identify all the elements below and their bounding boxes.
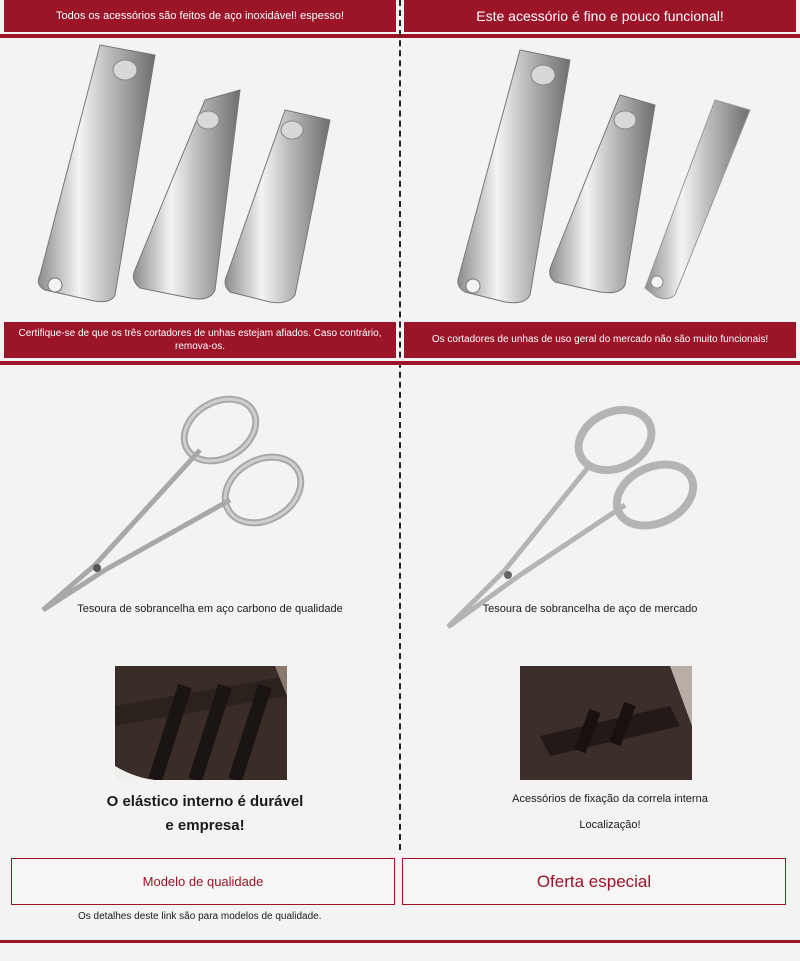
clipper-small	[225, 110, 330, 303]
nail-clippers-market-svg	[445, 40, 765, 310]
elastic-quality-photo	[115, 666, 287, 780]
footer-note: Os detalhes deste link são para modelos de qualidade.	[78, 911, 322, 922]
top-banner-left	[4, 0, 396, 32]
market-clipper-medium	[550, 95, 655, 293]
clippers-left-caption-text: Certifique-se de que os três cortadores de unhas estejam afiados. Caso contrário, remova-os.	[18, 327, 382, 352]
scissors-left-caption: Tesoura de sobrancelha em aço carbono de qualidade	[77, 603, 343, 615]
clipper-medium	[133, 90, 240, 299]
quality-model-label: Modelo de qualidade	[142, 874, 264, 889]
top-banner-right	[404, 0, 796, 32]
special-offer-box	[402, 858, 786, 905]
top-banner-right-text: Este acessório é fino e pouco funcional!	[476, 7, 724, 24]
scissors-market-handles	[569, 405, 703, 537]
clippers-left-caption	[4, 322, 396, 358]
nail-clippers-quality-image	[30, 40, 360, 310]
scissors-quality-svg	[35, 390, 315, 615]
center-divider	[399, 0, 401, 850]
top-banner-left-text: Todos os acessórios são feitos de aço inoxidável! espesso!	[56, 9, 344, 22]
elastic-right-caption-line1: Acessórios de fixação da correla interna	[512, 793, 708, 805]
special-offer-label: Oferta especial	[536, 871, 652, 891]
clippers-right-caption	[404, 322, 796, 358]
elastic-quality-svg	[115, 666, 287, 780]
elastic-left-caption: O elástico interno é durável e empresa!	[106, 793, 304, 834]
scissors-market-image	[440, 405, 710, 630]
nail-clippers-quality-svg	[30, 40, 360, 310]
market-clipper-thin	[645, 100, 750, 299]
elastic-right-caption-line2: Localização!	[579, 819, 641, 831]
scissors-market-svg	[440, 405, 710, 630]
clippers-right-caption-text: Os cortadores de unhas de uso geral do mercado não são muito funcionais!	[431, 334, 769, 346]
nail-clippers-market-image	[445, 40, 765, 310]
elastic-market-photo	[520, 666, 692, 780]
elastic-market-svg	[520, 666, 692, 780]
scissors-quality-image	[35, 390, 315, 615]
scissors-right-caption: Tesoura de sobrancelha de aço de mercado	[482, 603, 698, 615]
bottom-rule	[0, 940, 800, 943]
middle-rule	[0, 361, 800, 365]
quality-model-box	[11, 858, 395, 905]
